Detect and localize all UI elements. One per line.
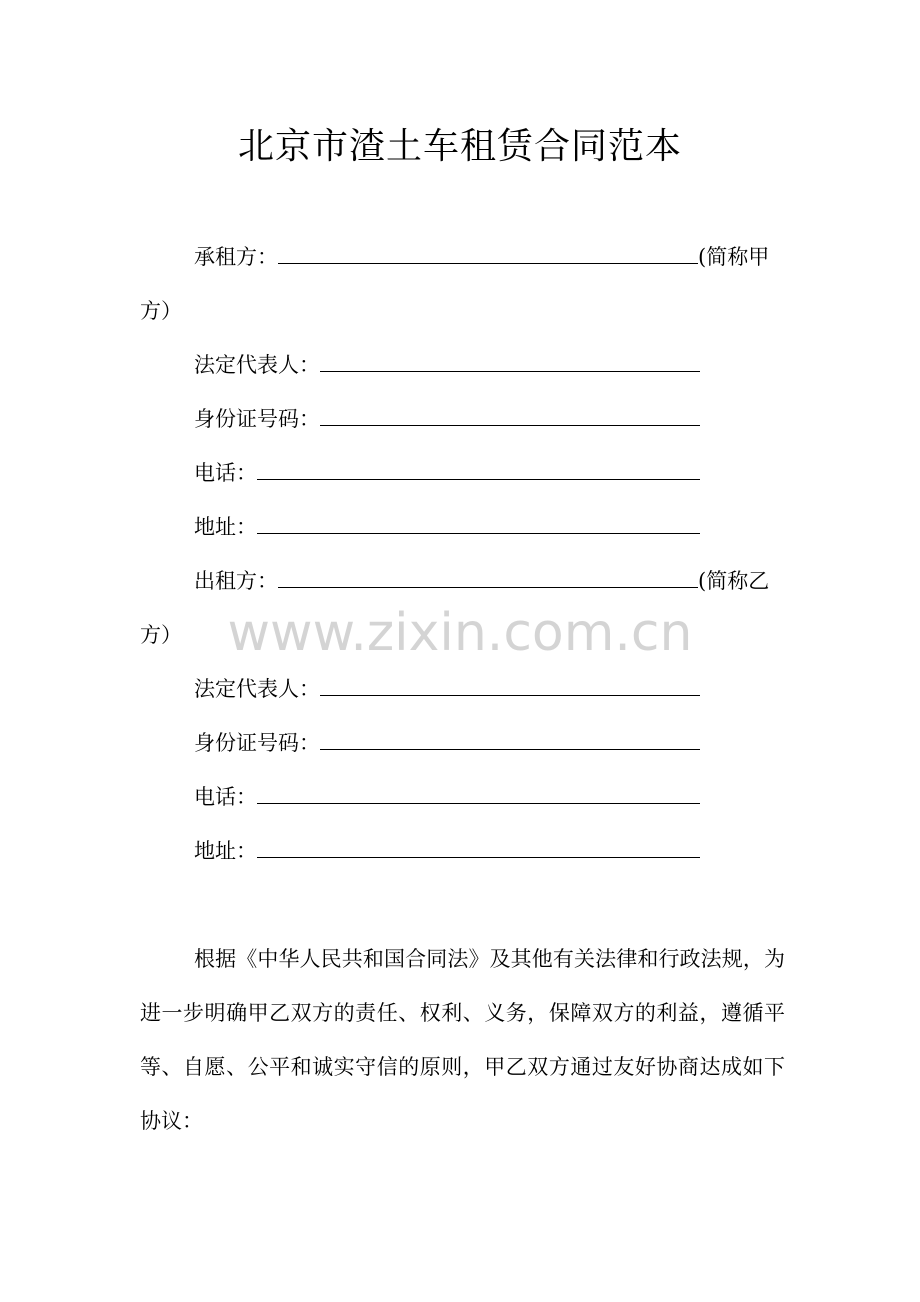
lessee-address-line	[194, 513, 700, 541]
lessee-label: 承租方：	[194, 245, 278, 269]
preamble-paragraph: 根据《中华人民共和国合同法》及其他有关法律和行政法规，为进一步明确甲乙双方的责任、权利、义务，保障双方的利益，遵循平等、自愿、公平和诚实守信的原则，甲乙双方通过友好协商达成如下协议：	[140, 947, 785, 1133]
lessor-name-blank[interactable]	[278, 567, 698, 588]
lessee-address-label: 地址：	[194, 515, 257, 539]
lessee-name-blank[interactable]	[278, 243, 698, 264]
lessee-legal-rep-line	[194, 351, 700, 379]
lessee-id-line	[194, 405, 700, 433]
watermark: www.zixin.com.cn	[227, 603, 693, 663]
lessee-legal-rep-blank[interactable]	[320, 351, 700, 372]
lessor-suffix-cont: 方）	[140, 623, 182, 647]
lessee-suffix-cont: 方）	[140, 299, 182, 323]
lessor-address-blank[interactable]	[257, 837, 700, 858]
lessor-phone-label: 电话：	[194, 785, 257, 809]
lessor-id-label: 身份证号码：	[194, 731, 320, 755]
lessee-id-blank[interactable]	[320, 405, 700, 426]
lessee-suffix: (简称甲	[698, 245, 770, 269]
lessor-phone-blank[interactable]	[257, 783, 700, 804]
lessee-phone-line	[194, 459, 700, 487]
lessor-id-blank[interactable]	[320, 729, 700, 750]
lessor-id-line	[194, 729, 700, 757]
lessor-line	[194, 567, 769, 595]
lessor-legal-rep-label: 法定代表人：	[194, 677, 320, 701]
lessor-suffix: (简称乙	[698, 569, 770, 593]
lessor-legal-rep-blank[interactable]	[320, 675, 700, 696]
lessee-phone-label: 电话：	[194, 461, 257, 485]
lessee-address-blank[interactable]	[257, 513, 700, 534]
lessor-legal-rep-line	[194, 675, 700, 703]
document-title: 北京市渣土车租赁合同范本	[237, 126, 682, 167]
lessee-legal-rep-label: 法定代表人：	[194, 353, 320, 377]
lessor-phone-line	[194, 783, 700, 811]
lessee-id-label: 身份证号码：	[194, 407, 320, 431]
lessee-line	[194, 243, 769, 271]
lessee-phone-blank[interactable]	[257, 459, 700, 480]
lessor-address-line	[194, 837, 700, 865]
lessor-label: 出租方：	[194, 569, 278, 593]
lessor-address-label: 地址：	[194, 839, 257, 863]
